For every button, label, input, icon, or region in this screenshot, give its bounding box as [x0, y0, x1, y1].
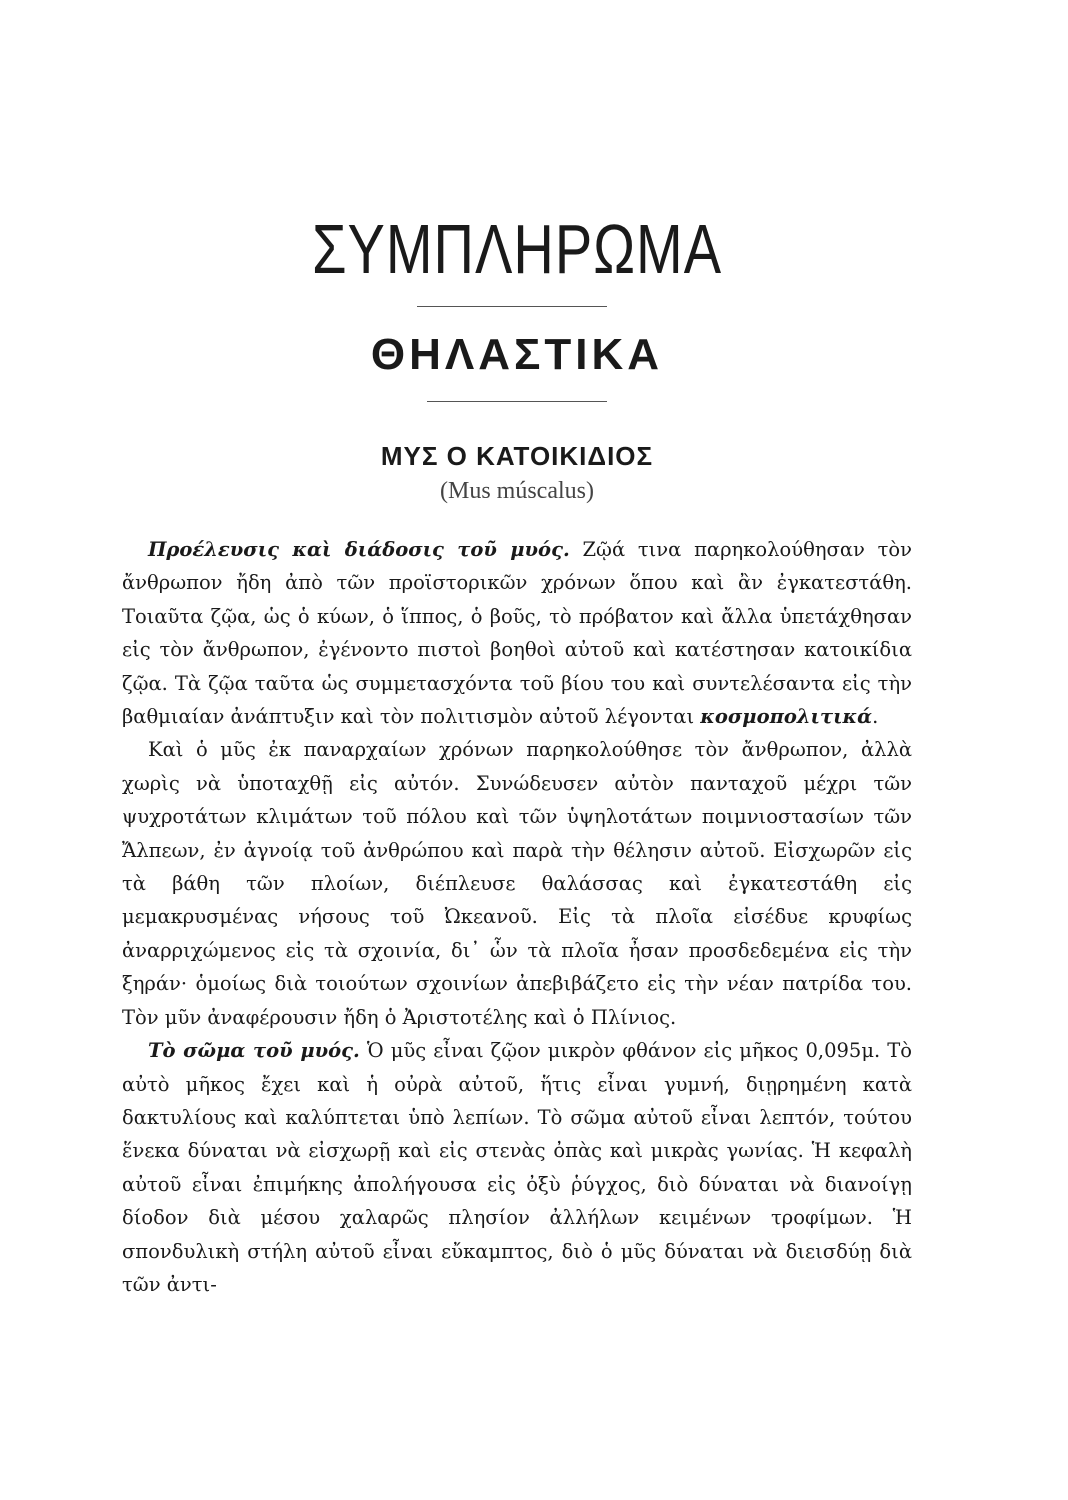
paragraph-text: Ὁ μῦς εἶναι ζῷον μικρὸν φθάνον εἰς μῆκος 0,095μ. Τὸ αὐτὸ μῆκος ἔχει καὶ ἡ οὐρὰ αὐτοῦ, ἥτις εἶναι γυμνή, διῃρημένη κατὰ δακτυλίους καὶ καλύπτεται ὑπὸ λεπίων. Τὸ σῶμα αὐτοῦ εἶναι λεπτόν, τούτου ἕνεκα δύναται νὰ εἰσχωρῇ καὶ εἰς στενὰς ὀπὰς καὶ μικρὰς γωνίας. Ἡ κεφαλὴ αὐτοῦ εἶναι ἐπιμήκης ἀπολήγουσα εἰς ὀξὺ ῥύγχος, διὸ δύναται νὰ διανοίγῃ δίοδον διὰ μέσου χαλαρῶς πλησίον ἀλλήλων κειμένων τροφίμων. Ἡ σπονδυλικὴ στήλη αὐτοῦ εἶναι εὔκαμπτος, διὸ ὁ μῦς δύναται νὰ διεισδύῃ διὰ τῶν ἀντι- — [122, 1039, 912, 1296]
title-rule — [417, 306, 607, 307]
paragraph-spread: Καὶ ὁ μῦς ἐκ παναρχαίων χρόνων παρηκολούθησε τὸν ἄνθρωπον, ἀλλὰ χωρὶς νὰ ὑποταχθῇ εἰς αὐτόν. Συνώδευσεν αὐτὸν πανταχοῦ μέχρι τῶν ψυχροτάτων κλιμάτων τοῦ πόλου καὶ τῶν ὑψηλοτάτων ποιμνιοστασίων τῶν Ἄλπεων, ἐν ἀγνοίᾳ τοῦ ἀνθρώπου καὶ παρὰ τὴν θέλησιν αὐτοῦ. Εἰσχωρῶν εἰς τὰ βάθη τῶν πλοίων, διέπλευσε θαλάσσας καὶ ἐγκατεστάθη εἰς μεμακρυσμένας νήσους τοῦ Ὠκεανοῦ. Εἰς τὰ πλοῖα εἰσέδυε κρυφίως ἀναρριχώμενος εἰς τὰ σχοινία, δι᾽ ὧν τὰ πλοῖα ἦσαν προσδεδεμένα εἰς τὴν ξηράν· ὁμοίως διὰ τοιούτων σχοινίων ἀπεβιβάζετο εἰς τὴν νέαν πατρίδα του. Τὸν μῦν ἀναφέρουσιν ἤδη ὁ Ἀριστοτέλης καὶ ὁ Πλίνιος. — [122, 738, 912, 1029]
species-heading: ΜΥΣ Ο ΚΑΤΟΙΚΙΔΙΟΣ — [380, 441, 654, 471]
book-page — [122, 0, 912, 1500]
section-title: ΘΗΛΑΣΤΙΚΑ — [370, 330, 664, 379]
paragraph-origin — [122, 533, 912, 733]
paragraph-text: Ζῷά τινα παρηκολούθησαν τὸν ἄνθρωπον ἤδη ἀπὸ τῶν προϊστορικῶν χρόνων ὅπου καὶ ἂν ἐγκατεστάθη. Τοιαῦτα ζῷα, ὡς ὁ κύων, ὁ ἵππος, ὁ βοῦς, τὸ πρόβατον καὶ ἄλλα ὑπετάχθησαν εἰς τὸν ἄνθρωπον, ἐγένοντο πιστοὶ βοηθοὶ αὐτοῦ καὶ κατέστησαν κατοικίδια ζῷα. Τὰ ζῷα ταῦτα ὡς συμμετασχόντα τοῦ βίου του καὶ συντελέσαντα εἰς τὴν βαθμιαίαν ἀνάπτυξιν καὶ τὸν πολιτισμὸν αὐτοῦ λέγονται — [122, 538, 912, 729]
body-text — [122, 533, 912, 1301]
run-in-heading: Τὸ σῶμα τοῦ μυός. — [148, 1039, 360, 1063]
paragraph-body — [122, 1034, 912, 1301]
run-in-heading: Προέλευσις καὶ διάδοσις τοῦ μυός. — [148, 538, 570, 561]
chapter-title: ΣΥΜΠΛΗΡΩΜΑ — [311, 209, 723, 288]
keyword: κοσμοπολιτικά — [700, 705, 873, 729]
latin-name: (Mus múscalus) — [440, 478, 594, 504]
section-rule — [427, 401, 607, 402]
paragraph-text: . — [872, 705, 879, 729]
